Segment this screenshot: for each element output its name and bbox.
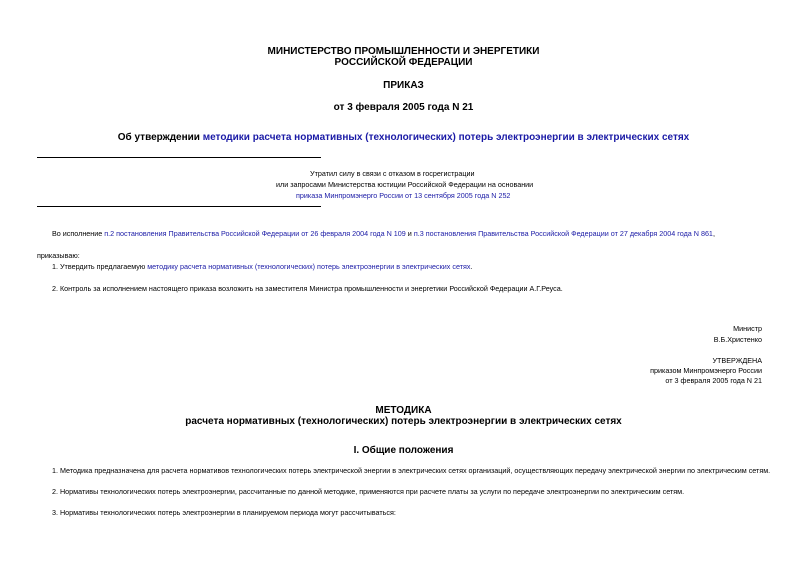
status-link[interactable]: приказа Минпромэнерго России от 13 сентября 2005 года N 252 bbox=[296, 191, 511, 200]
item-1-suffix: . bbox=[470, 262, 473, 271]
divider-bottom bbox=[37, 206, 321, 207]
divider-top bbox=[37, 157, 321, 158]
preamble-link-1[interactable]: п.2 постановления Правительства Российской Федерации от 26 февраля 2004 года N 109 bbox=[104, 229, 406, 238]
order-word: приказываю: bbox=[37, 251, 80, 260]
preamble-link-2[interactable]: п.3 постановления Правительства Российской Федерации от 27 декабря 2004 года N 861 bbox=[413, 229, 713, 238]
item-1 bbox=[52, 262, 473, 271]
preamble-prefix: Во исполнение bbox=[52, 229, 105, 238]
status-line-2: или запросами Министерства юстиции Российской Федерации на основании bbox=[276, 180, 534, 189]
ministry-line-1: МИНИСТЕРСТВО ПРОМЫШЛЕННОСТИ И ЭНЕРГЕТИКИ bbox=[267, 46, 540, 57]
approval-line-3: от 3 февраля 2005 года N 21 bbox=[665, 376, 762, 385]
methodology-subtitle: расчета нормативных (технологических) потерь электроэнергии в электрических сетях bbox=[185, 416, 622, 427]
paragraph-2: 2. Нормативы технологических потерь электроэнергии, рассчитанные по данной методике, применяются при расчете платы за услуги по передаче электроэнергии по электрическим сетям. bbox=[52, 487, 685, 496]
section-title: I. Общие положения bbox=[353, 445, 454, 456]
approval-line-2: приказом Минпромэнерго России bbox=[650, 366, 762, 375]
preamble bbox=[52, 229, 715, 238]
preamble-middle: и bbox=[405, 229, 414, 238]
approval-line-1: УТВЕРЖДЕНА bbox=[712, 356, 762, 365]
title-prefix: Об утверждении bbox=[117, 132, 203, 143]
document-title bbox=[0, 132, 807, 143]
item-1-link[interactable]: методику расчета нормативных (технологических) потерь электроэнергии в электрических сетях bbox=[147, 262, 471, 271]
paragraph-1: 1. Методика предназначена для расчета нормативов технологических потерь электрической энергии в электрических сетях организаций, осуществляющих передачу электрической энергии по электрическим сетям. bbox=[52, 466, 771, 475]
item-1-prefix: 1. Утвердить предлагаемую bbox=[52, 262, 148, 271]
preamble-suffix: , bbox=[712, 229, 715, 238]
methodology-title: МЕТОДИКА bbox=[375, 405, 432, 416]
doc-type: ПРИКАЗ bbox=[383, 80, 424, 91]
item-2: 2. Контроль за исполнением настоящего приказа возложить на заместителя Министра промышленности и энергетики Российской Федерации А.Г.Реуса. bbox=[52, 284, 563, 293]
ministry-line-2: РОССИЙСКОЙ ФЕДЕРАЦИИ bbox=[334, 57, 473, 68]
title-link[interactable]: методики расчета нормативных (технологических) потерь электроэнергии в электрических сетях bbox=[202, 132, 690, 143]
status-line-1: Утратил силу в связи с отказом в госрегистрации bbox=[310, 169, 475, 178]
signature-name: В.Б.Христенко bbox=[713, 335, 762, 344]
date-line: от 3 февраля 2005 года N 21 bbox=[333, 102, 474, 113]
paragraph-3: 3. Нормативы технологических потерь электроэнергии в планируемом периода могут рассчитываться: bbox=[52, 508, 396, 517]
signature-position: Министр bbox=[733, 324, 762, 333]
